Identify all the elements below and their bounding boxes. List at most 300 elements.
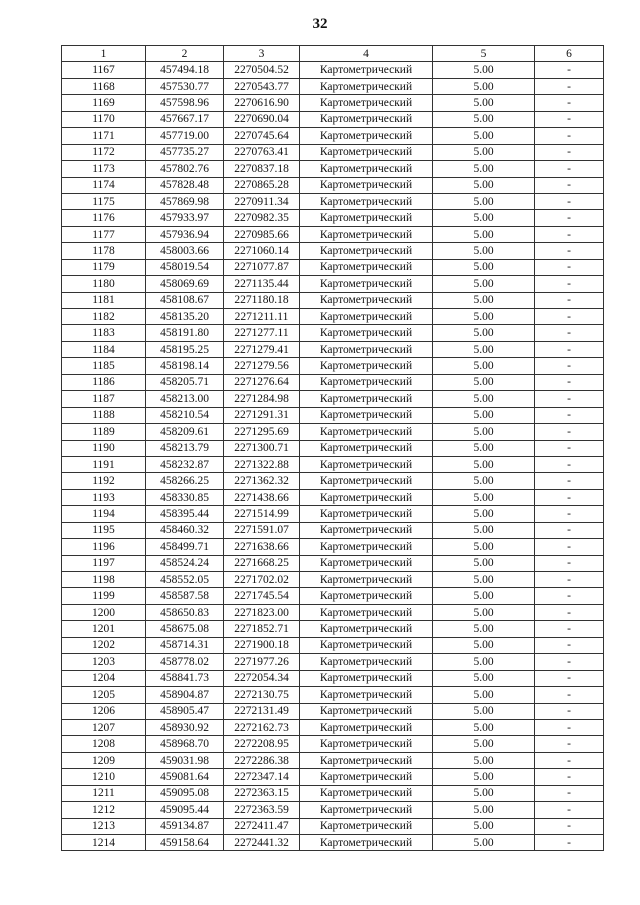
method-cell: Картометрический [300, 111, 433, 127]
method-cell: Картометрический [300, 670, 433, 686]
method-cell: Картометрический [300, 456, 433, 472]
method-cell: Картометрический [300, 424, 433, 440]
notes-cell: - [535, 719, 604, 735]
accuracy-cell: 5.00 [433, 621, 535, 637]
notes-cell: - [535, 407, 604, 423]
table-header-row [62, 46, 604, 62]
method-cell: Картометрический [300, 276, 433, 292]
point-number-cell: 1171 [62, 128, 146, 144]
accuracy-cell: 5.00 [433, 62, 535, 78]
notes-cell: - [535, 654, 604, 670]
method-cell: Картометрический [300, 309, 433, 325]
accuracy-cell: 5.00 [433, 292, 535, 308]
point-number-cell: 1204 [62, 670, 146, 686]
y-coordinate-cell: 2272286.38 [224, 752, 300, 768]
table-row [62, 243, 604, 259]
notes-cell: - [535, 259, 604, 275]
notes-cell: - [535, 703, 604, 719]
y-coordinate-cell: 2271745.54 [224, 588, 300, 604]
x-coordinate-cell: 458266.25 [146, 473, 224, 489]
table-row [62, 424, 604, 440]
method-cell: Картометрический [300, 572, 433, 588]
method-cell: Картометрический [300, 78, 433, 94]
point-number-cell: 1186 [62, 374, 146, 390]
notes-cell: - [535, 276, 604, 292]
table-row [62, 670, 604, 686]
table-row [62, 440, 604, 456]
accuracy-cell: 5.00 [433, 243, 535, 259]
point-number-cell: 1200 [62, 604, 146, 620]
notes-cell: - [535, 243, 604, 259]
x-coordinate-cell: 458460.32 [146, 522, 224, 538]
method-cell: Картометрический [300, 506, 433, 522]
column-header-accuracy: 5 [433, 46, 535, 62]
x-coordinate-cell: 457598.96 [146, 95, 224, 111]
accuracy-cell: 5.00 [433, 489, 535, 505]
notes-cell: - [535, 128, 604, 144]
notes-cell: - [535, 802, 604, 818]
table-row [62, 292, 604, 308]
y-coordinate-cell: 2271362.32 [224, 473, 300, 489]
table-row [62, 489, 604, 505]
table-row [62, 835, 604, 851]
accuracy-cell: 5.00 [433, 588, 535, 604]
y-coordinate-cell: 2270911.34 [224, 193, 300, 209]
method-cell: Картометрический [300, 144, 433, 160]
y-coordinate-cell: 2272347.14 [224, 769, 300, 785]
table-row [62, 572, 604, 588]
accuracy-cell: 5.00 [433, 670, 535, 686]
x-coordinate-cell: 457933.97 [146, 210, 224, 226]
notes-cell: - [535, 144, 604, 160]
table-row [62, 818, 604, 834]
accuracy-cell: 5.00 [433, 604, 535, 620]
method-cell: Картометрический [300, 259, 433, 275]
x-coordinate-cell: 458330.85 [146, 489, 224, 505]
y-coordinate-cell: 2272054.34 [224, 670, 300, 686]
x-coordinate-cell: 458003.66 [146, 243, 224, 259]
x-coordinate-cell: 458069.69 [146, 276, 224, 292]
method-cell: Картометрический [300, 785, 433, 801]
notes-cell: - [535, 752, 604, 768]
method-cell: Картометрический [300, 193, 433, 209]
y-coordinate-cell: 2272208.95 [224, 736, 300, 752]
table-row [62, 719, 604, 735]
point-number-cell: 1191 [62, 456, 146, 472]
notes-cell: - [535, 637, 604, 653]
notes-cell: - [535, 604, 604, 620]
notes-cell: - [535, 78, 604, 94]
y-coordinate-cell: 2271211.11 [224, 309, 300, 325]
method-cell: Картометрический [300, 752, 433, 768]
table-row [62, 687, 604, 703]
table-row [62, 654, 604, 670]
x-coordinate-cell: 458232.87 [146, 456, 224, 472]
table-row [62, 539, 604, 555]
y-coordinate-cell: 2271900.18 [224, 637, 300, 653]
y-coordinate-cell: 2271180.18 [224, 292, 300, 308]
method-cell: Картометрический [300, 177, 433, 193]
method-cell: Картометрический [300, 489, 433, 505]
notes-cell: - [535, 555, 604, 571]
y-coordinate-cell: 2270865.28 [224, 177, 300, 193]
x-coordinate-cell: 458209.61 [146, 424, 224, 440]
x-coordinate-cell: 458195.25 [146, 341, 224, 357]
x-coordinate-cell: 458135.20 [146, 309, 224, 325]
method-cell: Картометрический [300, 473, 433, 489]
x-coordinate-cell: 458714.31 [146, 637, 224, 653]
notes-cell: - [535, 440, 604, 456]
method-cell: Картометрический [300, 719, 433, 735]
accuracy-cell: 5.00 [433, 835, 535, 851]
y-coordinate-cell: 2270504.52 [224, 62, 300, 78]
y-coordinate-cell: 2270543.77 [224, 78, 300, 94]
accuracy-cell: 5.00 [433, 555, 535, 571]
accuracy-cell: 5.00 [433, 539, 535, 555]
x-coordinate-cell: 457494.18 [146, 62, 224, 78]
table-row [62, 177, 604, 193]
x-coordinate-cell: 458675.08 [146, 621, 224, 637]
point-number-cell: 1210 [62, 769, 146, 785]
table-row [62, 736, 604, 752]
notes-cell: - [535, 489, 604, 505]
point-number-cell: 1203 [62, 654, 146, 670]
table-row [62, 604, 604, 620]
table-row [62, 309, 604, 325]
y-coordinate-cell: 2272363.59 [224, 802, 300, 818]
y-coordinate-cell: 2272411.47 [224, 818, 300, 834]
y-coordinate-cell: 2271279.41 [224, 341, 300, 357]
notes-cell: - [535, 111, 604, 127]
method-cell: Картометрический [300, 407, 433, 423]
table-row [62, 522, 604, 538]
table-row [62, 391, 604, 407]
method-cell: Картометрический [300, 835, 433, 851]
point-number-cell: 1198 [62, 572, 146, 588]
method-cell: Картометрический [300, 736, 433, 752]
point-number-cell: 1197 [62, 555, 146, 571]
notes-cell: - [535, 835, 604, 851]
y-coordinate-cell: 2271823.00 [224, 604, 300, 620]
x-coordinate-cell: 458524.24 [146, 555, 224, 571]
notes-cell: - [535, 522, 604, 538]
column-header-x: 2 [146, 46, 224, 62]
point-number-cell: 1212 [62, 802, 146, 818]
point-number-cell: 1173 [62, 161, 146, 177]
y-coordinate-cell: 2270837.18 [224, 161, 300, 177]
y-coordinate-cell: 2271591.07 [224, 522, 300, 538]
accuracy-cell: 5.00 [433, 95, 535, 111]
method-cell: Картометрический [300, 210, 433, 226]
point-number-cell: 1214 [62, 835, 146, 851]
table-row [62, 111, 604, 127]
y-coordinate-cell: 2270745.64 [224, 128, 300, 144]
notes-cell: - [535, 670, 604, 686]
accuracy-cell: 5.00 [433, 309, 535, 325]
y-coordinate-cell: 2271295.69 [224, 424, 300, 440]
method-cell: Картометрический [300, 522, 433, 538]
accuracy-cell: 5.00 [433, 144, 535, 160]
table-row [62, 621, 604, 637]
x-coordinate-cell: 458841.73 [146, 670, 224, 686]
accuracy-cell: 5.00 [433, 752, 535, 768]
column-header-y: 3 [224, 46, 300, 62]
notes-cell: - [535, 341, 604, 357]
point-number-cell: 1181 [62, 292, 146, 308]
x-coordinate-cell: 458905.47 [146, 703, 224, 719]
point-number-cell: 1188 [62, 407, 146, 423]
table-row [62, 637, 604, 653]
point-number-cell: 1169 [62, 95, 146, 111]
notes-cell: - [535, 456, 604, 472]
y-coordinate-cell: 2272162.73 [224, 719, 300, 735]
y-coordinate-cell: 2270763.41 [224, 144, 300, 160]
point-number-cell: 1184 [62, 341, 146, 357]
x-coordinate-cell: 458213.00 [146, 391, 224, 407]
table-row [62, 769, 604, 785]
method-cell: Картометрический [300, 325, 433, 341]
method-cell: Картометрический [300, 555, 433, 571]
y-coordinate-cell: 2271060.14 [224, 243, 300, 259]
accuracy-cell: 5.00 [433, 703, 535, 719]
point-number-cell: 1167 [62, 62, 146, 78]
accuracy-cell: 5.00 [433, 78, 535, 94]
point-number-cell: 1205 [62, 687, 146, 703]
table-row [62, 407, 604, 423]
notes-cell: - [535, 588, 604, 604]
table-row [62, 325, 604, 341]
point-number-cell: 1207 [62, 719, 146, 735]
x-coordinate-cell: 458650.83 [146, 604, 224, 620]
point-number-cell: 1206 [62, 703, 146, 719]
table-row [62, 358, 604, 374]
accuracy-cell: 5.00 [433, 424, 535, 440]
table-row [62, 276, 604, 292]
accuracy-cell: 5.00 [433, 276, 535, 292]
y-coordinate-cell: 2270690.04 [224, 111, 300, 127]
point-number-cell: 1194 [62, 506, 146, 522]
y-coordinate-cell: 2272363.15 [224, 785, 300, 801]
point-number-cell: 1176 [62, 210, 146, 226]
notes-cell: - [535, 785, 604, 801]
point-number-cell: 1201 [62, 621, 146, 637]
notes-cell: - [535, 506, 604, 522]
method-cell: Картометрический [300, 637, 433, 653]
point-number-cell: 1189 [62, 424, 146, 440]
table-row [62, 144, 604, 160]
point-number-cell: 1182 [62, 309, 146, 325]
point-number-cell: 1174 [62, 177, 146, 193]
x-coordinate-cell: 458198.14 [146, 358, 224, 374]
notes-cell: - [535, 292, 604, 308]
table-row [62, 341, 604, 357]
x-coordinate-cell: 459134.87 [146, 818, 224, 834]
y-coordinate-cell: 2272441.32 [224, 835, 300, 851]
method-cell: Картометрический [300, 703, 433, 719]
point-number-cell: 1172 [62, 144, 146, 160]
y-coordinate-cell: 2271284.98 [224, 391, 300, 407]
x-coordinate-cell: 457735.27 [146, 144, 224, 160]
y-coordinate-cell: 2270616.90 [224, 95, 300, 111]
point-number-cell: 1195 [62, 522, 146, 538]
y-coordinate-cell: 2271852.71 [224, 621, 300, 637]
notes-cell: - [535, 62, 604, 78]
table-row [62, 752, 604, 768]
method-cell: Картометрический [300, 226, 433, 242]
point-number-cell: 1202 [62, 637, 146, 653]
accuracy-cell: 5.00 [433, 506, 535, 522]
x-coordinate-cell: 457719.00 [146, 128, 224, 144]
notes-cell: - [535, 374, 604, 390]
point-number-cell: 1175 [62, 193, 146, 209]
x-coordinate-cell: 458499.71 [146, 539, 224, 555]
accuracy-cell: 5.00 [433, 719, 535, 735]
notes-cell: - [535, 391, 604, 407]
x-coordinate-cell: 458395.44 [146, 506, 224, 522]
table-row [62, 802, 604, 818]
table-row [62, 703, 604, 719]
accuracy-cell: 5.00 [433, 193, 535, 209]
table-row [62, 473, 604, 489]
point-number-cell: 1185 [62, 358, 146, 374]
accuracy-cell: 5.00 [433, 769, 535, 785]
notes-cell: - [535, 769, 604, 785]
method-cell: Картометрический [300, 621, 433, 637]
accuracy-cell: 5.00 [433, 572, 535, 588]
x-coordinate-cell: 457936.94 [146, 226, 224, 242]
notes-cell: - [535, 358, 604, 374]
accuracy-cell: 5.00 [433, 440, 535, 456]
accuracy-cell: 5.00 [433, 473, 535, 489]
accuracy-cell: 5.00 [433, 687, 535, 703]
table-row [62, 226, 604, 242]
point-number-cell: 1183 [62, 325, 146, 341]
method-cell: Картометрический [300, 62, 433, 78]
method-cell: Картометрический [300, 95, 433, 111]
accuracy-cell: 5.00 [433, 407, 535, 423]
table-row [62, 210, 604, 226]
table-row [62, 259, 604, 275]
method-cell: Картометрический [300, 358, 433, 374]
table-row [62, 374, 604, 390]
table-row [62, 95, 604, 111]
x-coordinate-cell: 458778.02 [146, 654, 224, 670]
accuracy-cell: 5.00 [433, 802, 535, 818]
column-header-point-number: 1 [62, 46, 146, 62]
method-cell: Картометрический [300, 292, 433, 308]
notes-cell: - [535, 95, 604, 111]
method-cell: Картометрический [300, 687, 433, 703]
method-cell: Картометрический [300, 588, 433, 604]
x-coordinate-cell: 459158.64 [146, 835, 224, 851]
y-coordinate-cell: 2271279.56 [224, 358, 300, 374]
y-coordinate-cell: 2270982.35 [224, 210, 300, 226]
accuracy-cell: 5.00 [433, 358, 535, 374]
accuracy-cell: 5.00 [433, 637, 535, 653]
accuracy-cell: 5.00 [433, 210, 535, 226]
method-cell: Картометрический [300, 769, 433, 785]
x-coordinate-cell: 458210.54 [146, 407, 224, 423]
table-row [62, 785, 604, 801]
notes-cell: - [535, 687, 604, 703]
x-coordinate-cell: 458930.92 [146, 719, 224, 735]
point-number-cell: 1168 [62, 78, 146, 94]
accuracy-cell: 5.00 [433, 177, 535, 193]
table-row [62, 588, 604, 604]
x-coordinate-cell: 457828.48 [146, 177, 224, 193]
table-row [62, 161, 604, 177]
column-header-notes: 6 [535, 46, 604, 62]
table-row [62, 128, 604, 144]
method-cell: Картометрический [300, 128, 433, 144]
method-cell: Картометрический [300, 802, 433, 818]
x-coordinate-cell: 457802.76 [146, 161, 224, 177]
accuracy-cell: 5.00 [433, 456, 535, 472]
x-coordinate-cell: 458552.05 [146, 572, 224, 588]
x-coordinate-cell: 458108.67 [146, 292, 224, 308]
notes-cell: - [535, 818, 604, 834]
accuracy-cell: 5.00 [433, 226, 535, 242]
notes-cell: - [535, 177, 604, 193]
accuracy-cell: 5.00 [433, 522, 535, 538]
x-coordinate-cell: 458213.79 [146, 440, 224, 456]
accuracy-cell: 5.00 [433, 325, 535, 341]
point-number-cell: 1170 [62, 111, 146, 127]
y-coordinate-cell: 2271277.11 [224, 325, 300, 341]
point-number-cell: 1177 [62, 226, 146, 242]
table-row [62, 506, 604, 522]
point-number-cell: 1196 [62, 539, 146, 555]
point-number-cell: 1179 [62, 259, 146, 275]
table-body [62, 62, 604, 851]
accuracy-cell: 5.00 [433, 736, 535, 752]
method-cell: Картометрический [300, 341, 433, 357]
accuracy-cell: 5.00 [433, 818, 535, 834]
accuracy-cell: 5.00 [433, 374, 535, 390]
table-row [62, 555, 604, 571]
x-coordinate-cell: 458191.80 [146, 325, 224, 341]
page-number: 32 [312, 16, 328, 32]
x-coordinate-cell: 459095.44 [146, 802, 224, 818]
method-cell: Картометрический [300, 654, 433, 670]
y-coordinate-cell: 2271276.64 [224, 374, 300, 390]
accuracy-cell: 5.00 [433, 785, 535, 801]
y-coordinate-cell: 2271438.66 [224, 489, 300, 505]
y-coordinate-cell: 2272130.75 [224, 687, 300, 703]
y-coordinate-cell: 2271135.44 [224, 276, 300, 292]
x-coordinate-cell: 458205.71 [146, 374, 224, 390]
y-coordinate-cell: 2271291.31 [224, 407, 300, 423]
accuracy-cell: 5.00 [433, 391, 535, 407]
table-row [62, 456, 604, 472]
notes-cell: - [535, 325, 604, 341]
table-row [62, 62, 604, 78]
y-coordinate-cell: 2272131.49 [224, 703, 300, 719]
point-number-cell: 1199 [62, 588, 146, 604]
method-cell: Картометрический [300, 604, 433, 620]
x-coordinate-cell: 459081.64 [146, 769, 224, 785]
table-row [62, 193, 604, 209]
y-coordinate-cell: 2271077.87 [224, 259, 300, 275]
notes-cell: - [535, 309, 604, 325]
notes-cell: - [535, 193, 604, 209]
method-cell: Картометрический [300, 391, 433, 407]
accuracy-cell: 5.00 [433, 111, 535, 127]
accuracy-cell: 5.00 [433, 259, 535, 275]
x-coordinate-cell: 458019.54 [146, 259, 224, 275]
y-coordinate-cell: 2271702.02 [224, 572, 300, 588]
method-cell: Картометрический [300, 818, 433, 834]
